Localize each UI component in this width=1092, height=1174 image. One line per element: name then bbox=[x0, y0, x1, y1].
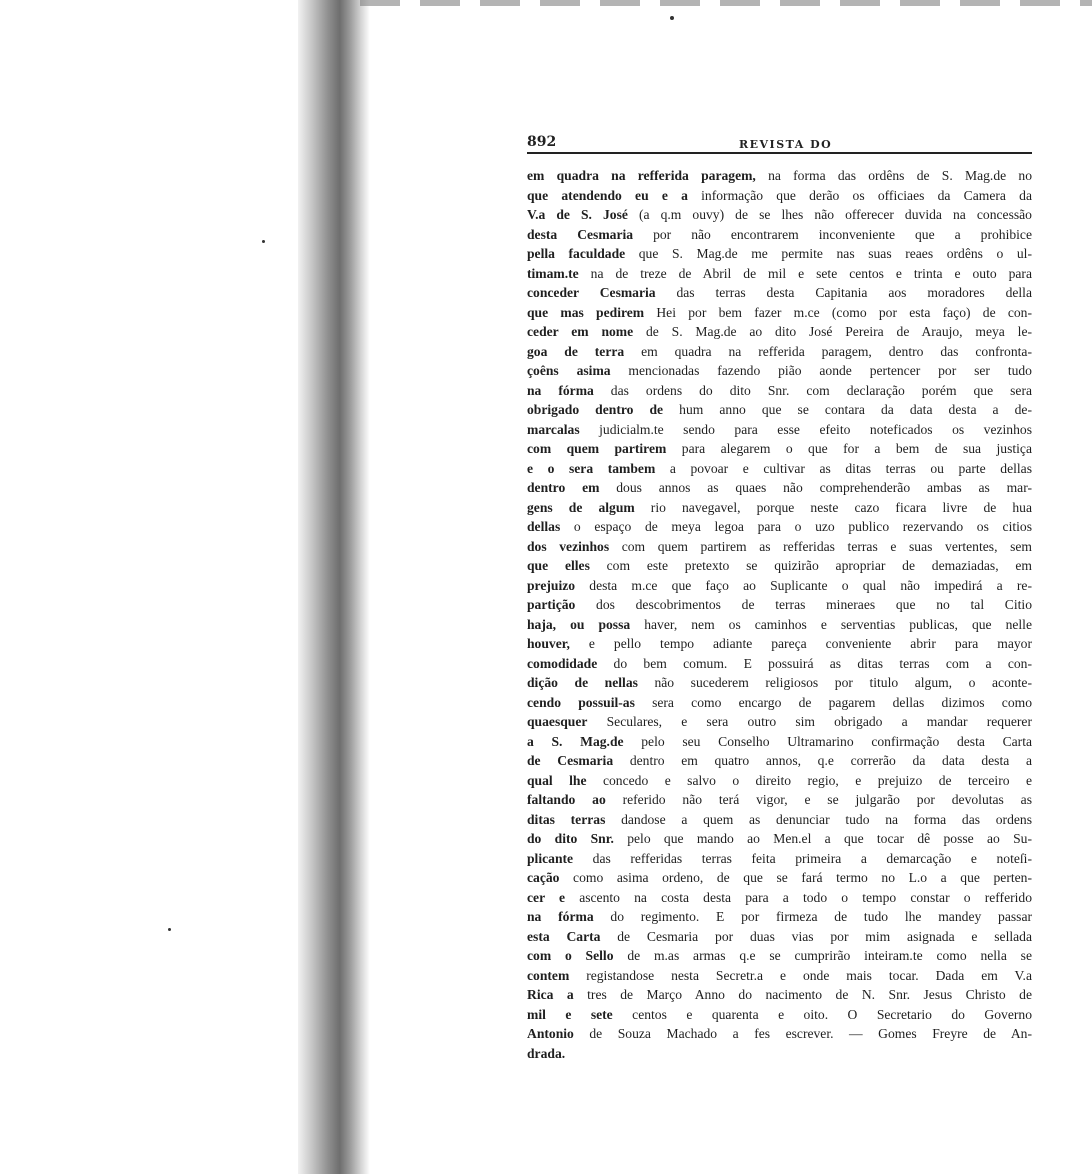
line-bold-text: timam.te bbox=[527, 265, 579, 281]
line-bold-text: faltando ao bbox=[527, 792, 606, 807]
page-number: 892 bbox=[527, 134, 557, 150]
text-line bbox=[527, 478, 1032, 498]
text-line bbox=[527, 400, 1032, 420]
line-bold-text: com quem partirem bbox=[527, 441, 667, 456]
running-header bbox=[527, 128, 1032, 154]
line-bold-text: esta Carta bbox=[527, 928, 601, 944]
text-line bbox=[527, 556, 1032, 576]
line-bold-text: V.a de S. José bbox=[527, 207, 628, 222]
text-line bbox=[527, 732, 1032, 752]
line-regular-text: dos descobrimentos de terras mineraes que no tal Citio bbox=[575, 597, 1032, 612]
ink-speck bbox=[168, 928, 171, 931]
line-regular-text: como asima ordeno, de que se fará termo no L.o a que perten- bbox=[559, 870, 1032, 885]
document-body bbox=[527, 166, 1032, 1063]
line-bold-text: dellas bbox=[527, 519, 561, 534]
line-regular-text: informação que derão os officiaes da Camera da bbox=[687, 187, 1032, 203]
text-line bbox=[527, 634, 1032, 654]
line-bold-text: çoêns asima bbox=[527, 363, 611, 378]
line-regular-text: a povoar e cultivar as ditas terras ou parte dellas bbox=[655, 460, 1032, 476]
line-regular-text: dous annos as quaes não comprehenderão ambas as mar- bbox=[599, 480, 1032, 495]
line-bold-text: plicante bbox=[527, 850, 574, 866]
text-line bbox=[527, 751, 1032, 771]
text-line bbox=[527, 615, 1032, 635]
line-bold-text: com o Sello bbox=[527, 948, 614, 963]
line-bold-text: dos vezinhos bbox=[527, 538, 610, 554]
line-regular-text: dentro em quatro annos, q.e correrão da data desta a bbox=[613, 753, 1032, 768]
text-line bbox=[527, 829, 1032, 849]
text-line bbox=[527, 186, 1032, 206]
line-regular-text: concedo e salvo o direito regio, e prejuizo de terceiro e bbox=[586, 772, 1032, 788]
text-line bbox=[527, 420, 1032, 440]
line-bold-text: Antonio bbox=[527, 1026, 574, 1041]
line-regular-text: (a q.m ouvy) de se lhes não offerecer duvida na concessão bbox=[627, 207, 1032, 222]
line-regular-text: judicialm.te sendo para esse efeito noteficados os vezinhos bbox=[579, 421, 1032, 437]
text-line bbox=[527, 264, 1032, 284]
line-bold-text: prejuizo bbox=[527, 577, 576, 593]
line-regular-text: das ordens do dito Snr. com declaração porém que sera bbox=[593, 382, 1032, 398]
line-regular-text: de Souza Machado a fes escrever. — Gomes Freyre de An- bbox=[573, 1026, 1032, 1041]
line-regular-text: Seculares, e sera outro sim obrigado a mandar requerer bbox=[587, 714, 1032, 729]
line-regular-text: que S. Mag.de me permite nas suas reaes ordêns o ul- bbox=[625, 246, 1032, 261]
text-line bbox=[527, 1044, 1032, 1064]
line-regular-text: e pello tempo adiante pareça conveniente abrir para mayor bbox=[569, 636, 1032, 651]
line-regular-text: em quadra na refferida paragem, dentro das confronta- bbox=[624, 343, 1032, 359]
line-regular-text: das terras desta Capitania aos moradores della bbox=[655, 285, 1032, 300]
line-regular-text: do bem comum. E possuirá as ditas terras com a con- bbox=[597, 655, 1032, 671]
text-line bbox=[527, 888, 1032, 908]
line-regular-text: do regimento. E por firmeza de tudo lhe mandey passar bbox=[593, 909, 1032, 924]
line-regular-text: rio navegavel, porque neste cazo ficara livre de hua bbox=[634, 499, 1032, 515]
text-line bbox=[527, 498, 1032, 518]
line-bold-text: conceder Cesmaria bbox=[527, 285, 656, 300]
line-regular-text: de m.as armas q.e se cumprirão inteiram.te como nella se bbox=[613, 948, 1032, 963]
text-line bbox=[527, 907, 1032, 927]
line-bold-text: e o sera tambem bbox=[527, 460, 656, 476]
line-bold-text: marcalas bbox=[527, 421, 580, 437]
text-line bbox=[527, 244, 1032, 264]
line-bold-text: pella faculdade bbox=[527, 246, 626, 261]
line-regular-text: com quem partirem as refferidas terras e suas vertentes, sem bbox=[609, 538, 1032, 554]
line-regular-text: com este pretexto se quizirão apropriar de demaziadas, em bbox=[589, 558, 1032, 573]
text-line bbox=[527, 712, 1032, 732]
text-line bbox=[527, 322, 1032, 342]
line-bold-text: de Cesmaria bbox=[527, 753, 614, 768]
line-bold-text: Rica a bbox=[527, 987, 574, 1002]
line-regular-text: por não encontrarem inconveniente que a prohibice bbox=[633, 226, 1032, 242]
text-line bbox=[527, 361, 1032, 381]
top-edge-smudge bbox=[360, 0, 1092, 6]
line-bold-text: ceder em nome bbox=[527, 324, 634, 339]
text-line bbox=[527, 654, 1032, 674]
line-bold-text: na fórma bbox=[527, 909, 594, 924]
line-bold-text: comodidade bbox=[527, 655, 598, 671]
line-bold-text: cendo possuil-as bbox=[527, 694, 635, 710]
line-regular-text: pelo seu Conselho Ultramarino confirmação desta Carta bbox=[623, 733, 1032, 749]
text-line bbox=[527, 673, 1032, 693]
line-regular-text: haver, nem os caminhos e serventias publicas, que nelle bbox=[630, 616, 1032, 632]
text-line bbox=[527, 576, 1032, 596]
line-regular-text: Hei por bem fazer m.ce (como por esta faço) de con- bbox=[644, 304, 1032, 320]
line-regular-text: das refferidas terras feita primeira a demarcação e noteſi- bbox=[573, 850, 1032, 866]
line-bold-text: cer e bbox=[527, 889, 566, 905]
line-bold-text: dição de nellas bbox=[527, 675, 638, 690]
line-bold-text: partição bbox=[527, 597, 576, 612]
line-bold-text: do dito Snr. bbox=[527, 831, 614, 846]
line-bold-text: dentro em bbox=[527, 480, 600, 495]
line-regular-text: tres de Março Anno do nacimento de N. Snr. Jesus Christo de bbox=[573, 987, 1032, 1002]
ink-speck bbox=[670, 16, 674, 20]
line-regular-text: na de treze de Abril de mil e sete centos e trinta e outo para bbox=[578, 265, 1032, 281]
line-regular-text: sera como encargo de pagarem dellas dizimos como bbox=[634, 694, 1032, 710]
line-regular-text: na forma das ordêns de S. Mag.de no bbox=[755, 168, 1032, 183]
text-line bbox=[527, 439, 1032, 459]
text-line bbox=[527, 283, 1032, 303]
line-bold-text: cação bbox=[527, 870, 560, 885]
line-regular-text: centos e quarenta e oito. O Secretario do Governo bbox=[612, 1006, 1032, 1022]
line-bold-text: obrigado dentro de bbox=[527, 402, 664, 417]
line-bold-text: houver, bbox=[527, 636, 570, 651]
text-line bbox=[527, 849, 1032, 869]
book-gutter-shadow bbox=[298, 0, 370, 1174]
line-bold-text: mil e sete bbox=[527, 1006, 613, 1022]
ink-speck bbox=[262, 240, 265, 243]
text-line bbox=[527, 966, 1032, 986]
line-bold-text: drada. bbox=[527, 1045, 566, 1061]
line-regular-text: ascento na costa desta para a todo o tempo constar o refferido bbox=[565, 889, 1032, 905]
line-regular-text: desta m.ce que faço ao Suplicante o qual não impedirá a re- bbox=[575, 577, 1032, 593]
text-line bbox=[527, 537, 1032, 557]
line-bold-text: que atendendo eu e a bbox=[527, 187, 688, 203]
line-bold-text: que mas pedirem bbox=[527, 304, 645, 320]
text-line bbox=[527, 985, 1032, 1005]
line-bold-text: na fórma bbox=[527, 382, 594, 398]
line-regular-text: não sucederem religiosos por titulo algum, o aconte- bbox=[637, 675, 1032, 690]
text-line bbox=[527, 205, 1032, 225]
line-bold-text: contem bbox=[527, 967, 570, 983]
text-line bbox=[527, 517, 1032, 537]
line-regular-text: de S. Mag.de ao dito José Pereira de Araujo, meya le- bbox=[633, 324, 1032, 339]
text-line bbox=[527, 225, 1032, 245]
line-bold-text: desta Cesmaria bbox=[527, 226, 634, 242]
line-bold-text: que elles bbox=[527, 558, 590, 573]
line-regular-text: mencionadas fazendo pião aonde pertencer por ser tudo bbox=[610, 363, 1032, 378]
text-line bbox=[527, 790, 1032, 810]
line-regular-text: pelo que mando ao Men.el a que tocar dê posse ao Su- bbox=[613, 831, 1032, 846]
blank-facing-page bbox=[0, 0, 300, 1174]
text-line bbox=[527, 342, 1032, 362]
line-regular-text: o espaço de meya legoa para o uzo publico rezervando os citios bbox=[560, 519, 1032, 534]
text-page bbox=[527, 128, 1032, 1063]
text-line bbox=[527, 693, 1032, 713]
line-regular-text: de Cesmaria por duas vias por mim asignada e sellada bbox=[600, 928, 1032, 944]
text-line bbox=[527, 927, 1032, 947]
line-regular-text: hum anno que se contara da data desta a de- bbox=[663, 402, 1032, 417]
line-bold-text: goa de terra bbox=[527, 343, 625, 359]
line-bold-text: gens de algum bbox=[527, 499, 635, 515]
line-regular-text: para alegarem o que for a bem de sua justiça bbox=[666, 441, 1032, 456]
text-line bbox=[527, 1005, 1032, 1025]
text-line bbox=[527, 946, 1032, 966]
line-bold-text: em quadra na refferida paragem, bbox=[527, 168, 756, 183]
running-header-title: REVISTA DO bbox=[739, 138, 833, 151]
text-line bbox=[527, 595, 1032, 615]
line-bold-text: haja, ou possa bbox=[527, 616, 631, 632]
text-line bbox=[527, 303, 1032, 323]
line-bold-text: a S. Mag.de bbox=[527, 733, 624, 749]
line-regular-text: registandose nesta Secretr.a e onde mais tocar. Dada em V.a bbox=[569, 967, 1032, 983]
line-bold-text: quaesquer bbox=[527, 714, 588, 729]
line-bold-text: qual lhe bbox=[527, 772, 587, 788]
text-line bbox=[527, 810, 1032, 830]
text-line bbox=[527, 166, 1032, 186]
line-bold-text: ditas terras bbox=[527, 811, 606, 827]
text-line bbox=[527, 868, 1032, 888]
line-regular-text: referido não terá vigor, e se julgarão por devolutas as bbox=[605, 792, 1032, 807]
text-line bbox=[527, 459, 1032, 479]
text-line bbox=[527, 381, 1032, 401]
text-line bbox=[527, 1024, 1032, 1044]
text-line bbox=[527, 771, 1032, 791]
line-regular-text: dandose a quem as denunciar tudo na forma das ordens bbox=[605, 811, 1032, 827]
